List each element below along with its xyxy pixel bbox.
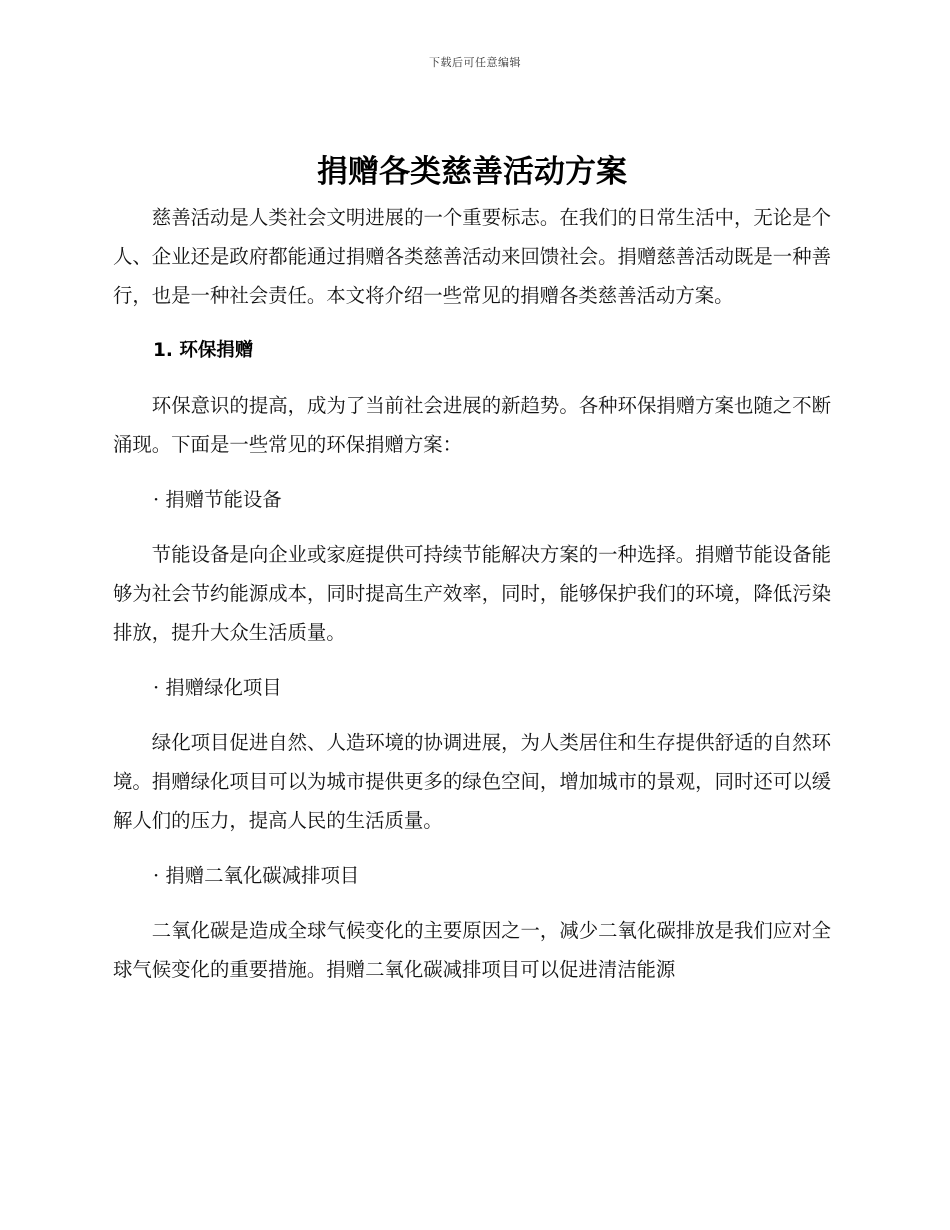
document-title: 捐赠各类慈善活动方案: [317, 154, 627, 190]
spacer: [113, 840, 831, 856]
bullet-greening-project: · 捐赠绿化项目: [153, 676, 282, 699]
intro-paragraph: 慈善活动是人类社会文明进展的一个重要标志。在我们的日常生活中，无论是个人、企业还是政府都能通过捐赠各类慈善活动来回馈社会。捐赠慈善活动既是一种善行，也是一种社会责任。本文将介绍一些常见的捐赠各类慈善活动方案。: [113, 206, 831, 307]
paragraph-energy-equipment: 节能设备是向企业或家庭提供可持续节能解决方案的一种选择。捐赠节能设备能够为社会节约能源成本，同时提高生产效率，同时，能够保护我们的环境，降低污染排放，提升大众生活质量。: [113, 543, 831, 644]
spacer: [113, 652, 831, 668]
section-intro-paragraph: 环保意识的提高，成为了当前社会进展的新趋势。各种环保捐赠方案也随之不断涌现。下面是一些常见的环保捐赠方案：: [113, 394, 831, 456]
spacer: [113, 519, 831, 535]
spacer: [113, 315, 831, 331]
spacer: [113, 707, 831, 723]
spacer: [113, 464, 831, 480]
paragraph-greening-project: 绿化项目促进自然、人造环境的协调进展，为人类居住和生存提供舒适的自然环境。捐赠绿化项目可以为城市提供更多的绿色空间，增加城市的景观，同时还可以缓解人们的压力，提高人民的生活质量。: [113, 731, 831, 832]
bullet-energy-equipment: · 捐赠节能设备: [153, 488, 282, 511]
spacer: [113, 895, 831, 911]
header-note: 下载后可任意编辑: [429, 56, 521, 69]
paragraph-co2-reduction: 二氧化碳是造成全球气候变化的主要原因之一，减少二氧化碳排放是我们应对全球气候变化的重要措施。捐赠二氧化碳减排项目可以促进清洁能源: [113, 919, 831, 981]
bullet-co2-reduction: · 捐赠二氧化碳减排项目: [153, 864, 360, 887]
spacer: [113, 370, 831, 386]
section-heading-environmental: 1. 环保捐赠: [153, 340, 254, 361]
document-body: [113, 150, 831, 989]
